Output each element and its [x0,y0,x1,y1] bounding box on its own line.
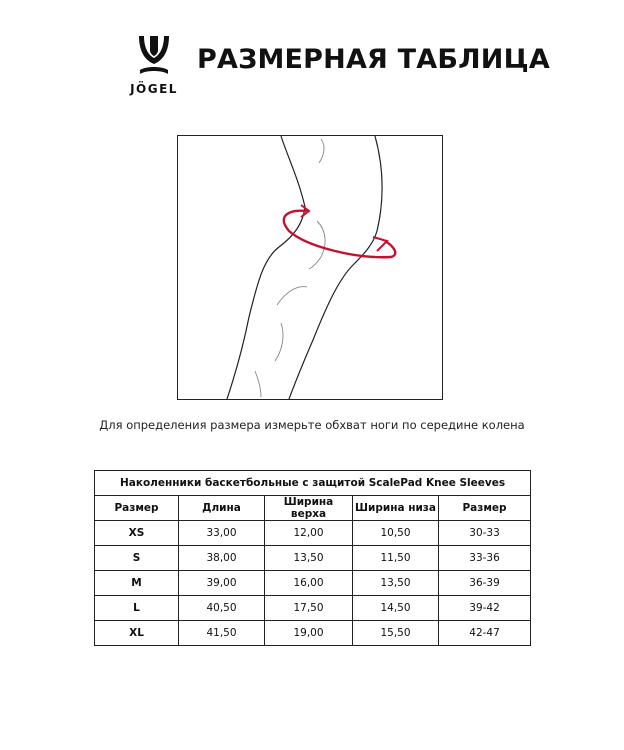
header-size: Размер [95,496,179,521]
cell-knee-size: 33-36 [439,546,531,571]
cell-size: XS [95,521,179,546]
cell-top-width: 17,50 [265,596,353,621]
cell-size: L [95,596,179,621]
header-bottom-width: Ширина низа [353,496,439,521]
cell-size: S [95,546,179,571]
brand-name: JÖGEL [130,82,178,96]
cell-length: 40,50 [179,596,265,621]
cell-bottom-width: 15,50 [353,621,439,646]
cell-knee-size: 30-33 [439,521,531,546]
header-length: Длина [179,496,265,521]
knee-measurement-illustration [177,135,443,400]
table-row [95,546,531,571]
cell-knee-size: 42-47 [439,621,531,646]
table-row [95,571,531,596]
table-title-row [95,471,531,496]
header-knee-size: Размер [439,496,531,521]
cell-knee-size: 39-42 [439,596,531,621]
table-header-row [95,496,531,521]
table-row [95,521,531,546]
cell-bottom-width: 10,50 [353,521,439,546]
cell-knee-size: 36-39 [439,571,531,596]
cell-top-width: 13,50 [265,546,353,571]
page-title: РАЗМЕРНАЯ ТАБЛИЦА [197,44,550,75]
cell-size: XL [95,621,179,646]
table-title: Наколенники баскетбольные с защитой ScalePad Knee Sleeves [95,471,531,496]
brand-logo [118,36,190,102]
cell-length: 39,00 [179,571,265,596]
cell-top-width: 19,00 [265,621,353,646]
size-table [94,470,531,646]
cell-length: 33,00 [179,521,265,546]
jogel-logo-icon [136,36,172,78]
cell-bottom-width: 14,50 [353,596,439,621]
cell-bottom-width: 11,50 [353,546,439,571]
table-row [95,596,531,621]
cell-top-width: 16,00 [265,571,353,596]
cell-size: M [95,571,179,596]
table-row [95,621,531,646]
cell-length: 38,00 [179,546,265,571]
cell-length: 41,50 [179,621,265,646]
cell-bottom-width: 13,50 [353,571,439,596]
measurement-instruction: Для определения размера измерьте обхват ноги по середине колена [99,418,525,432]
header-top-width: Ширина верха [265,496,353,521]
cell-top-width: 12,00 [265,521,353,546]
